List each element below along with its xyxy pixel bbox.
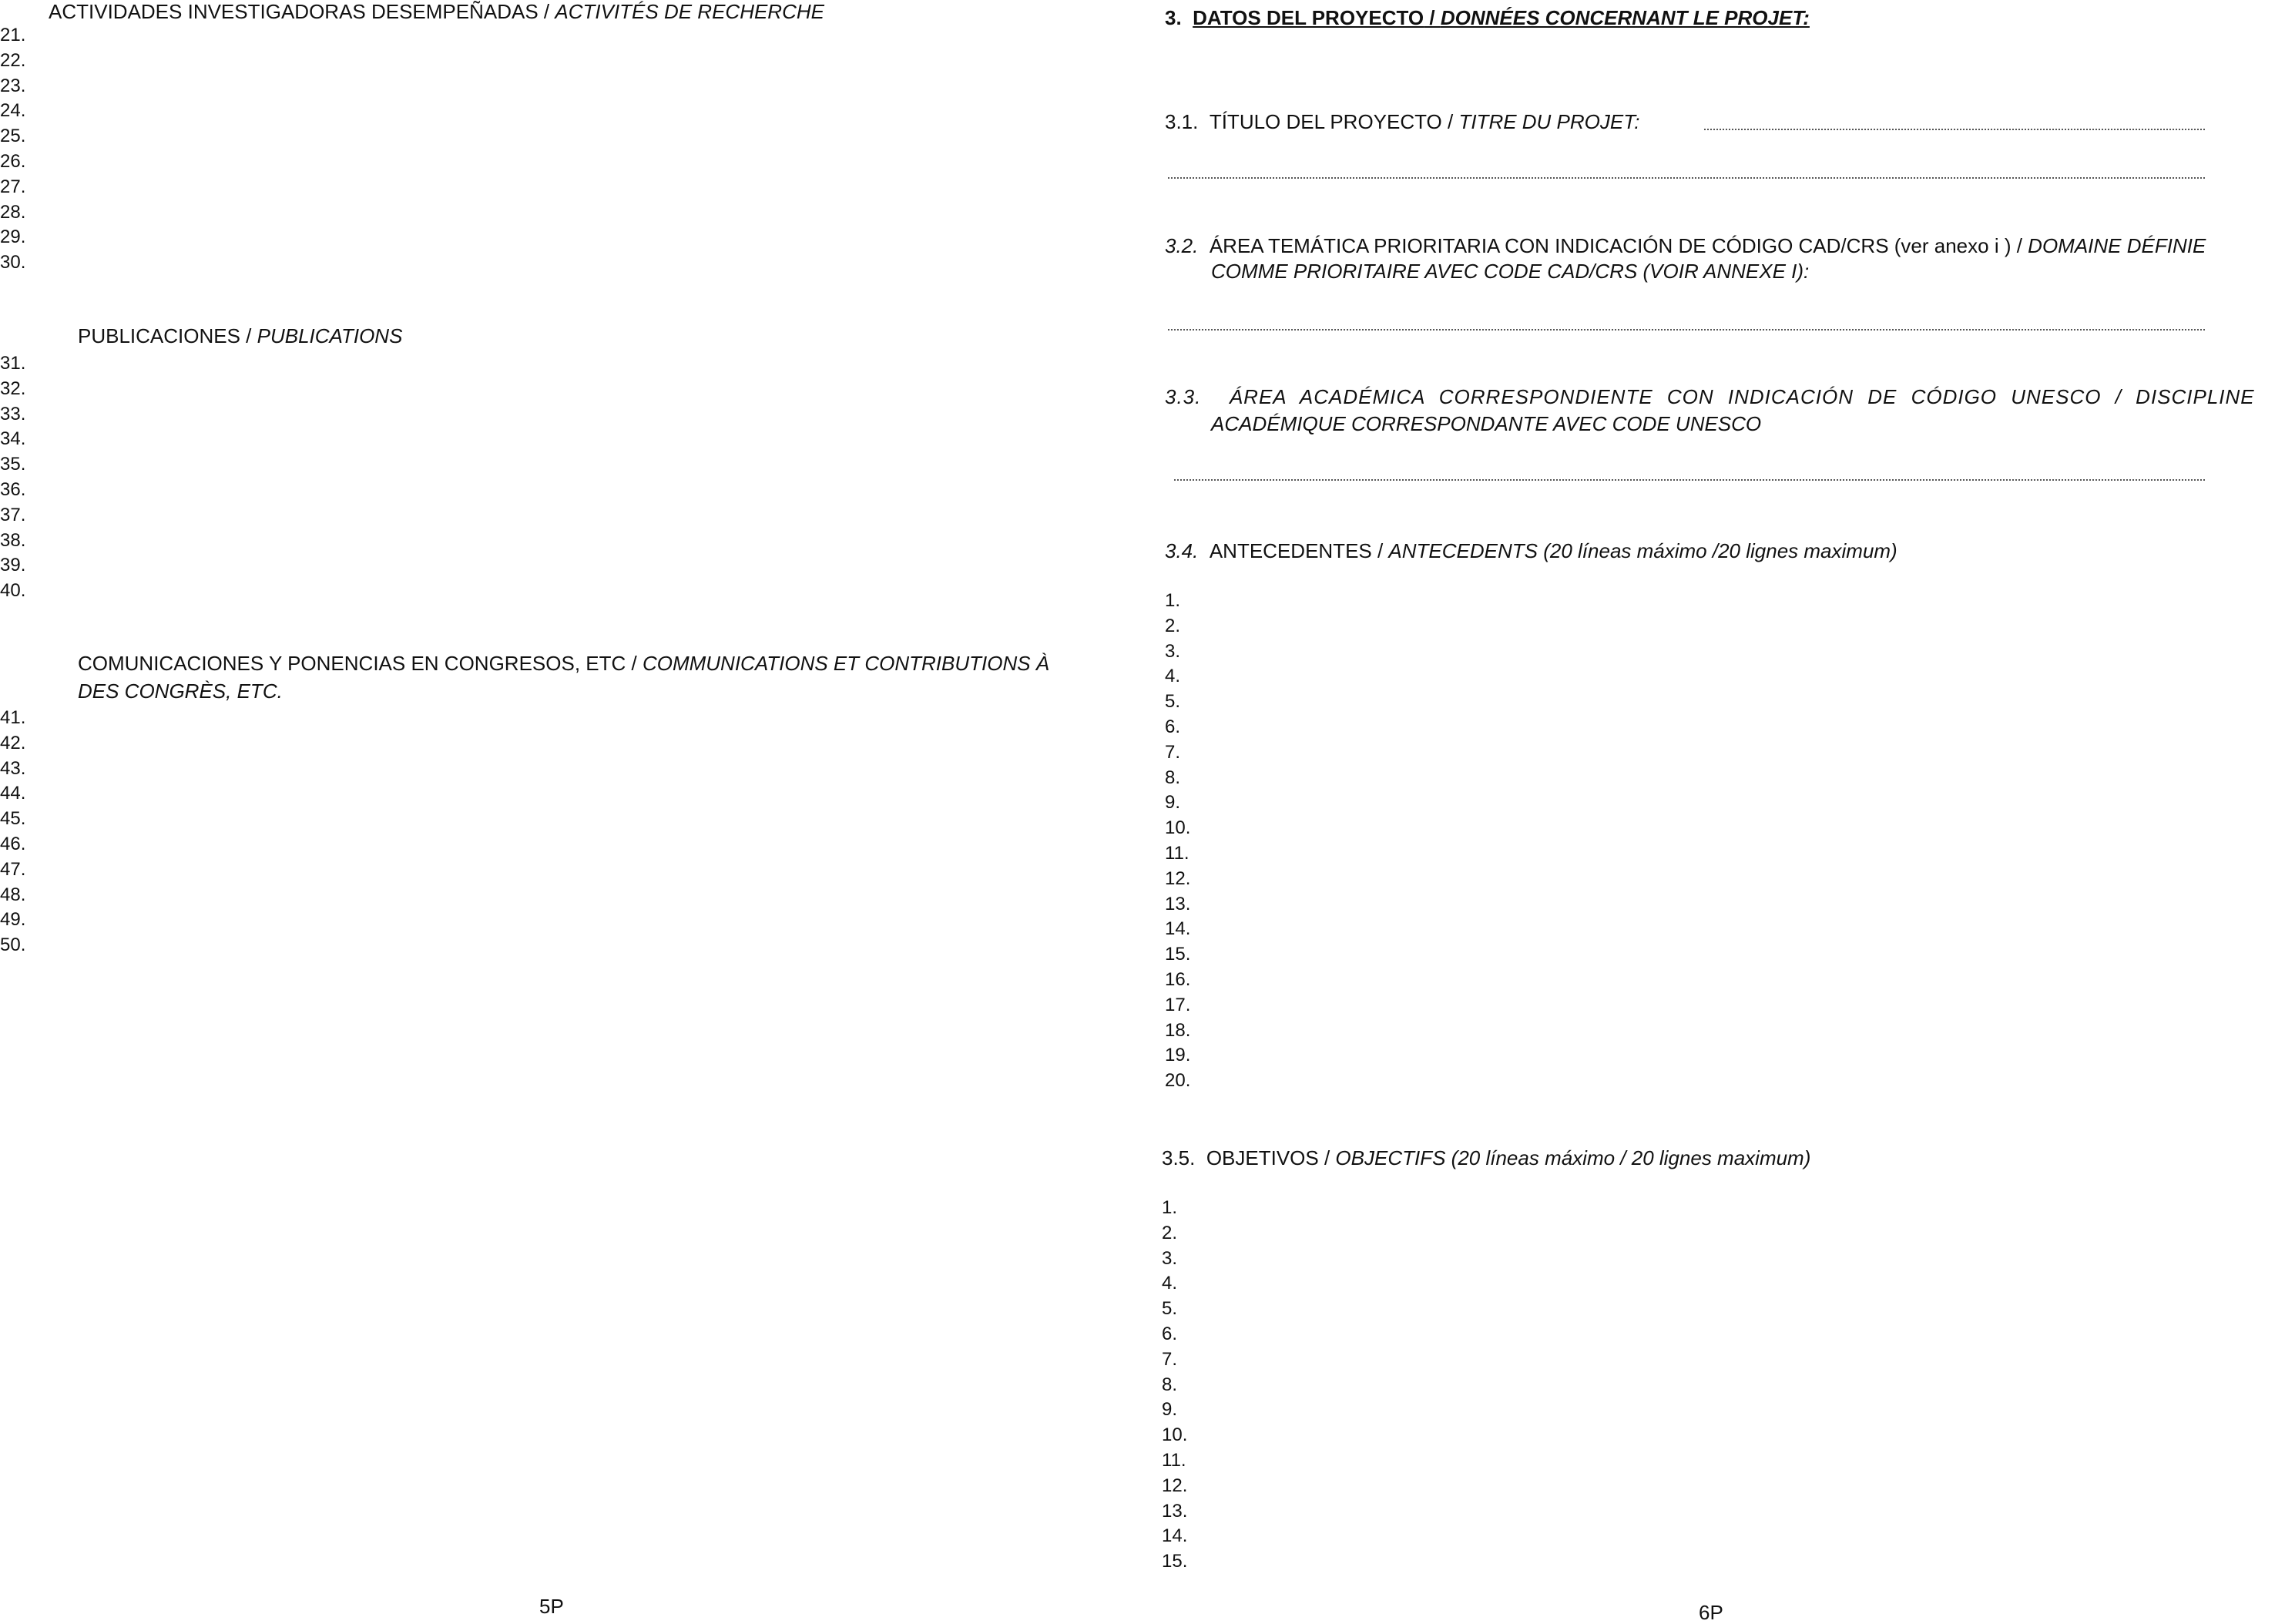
line-number: 28.: [0, 201, 26, 223]
line-number: 35.: [0, 454, 26, 475]
line-number: 15.: [1165, 944, 1191, 965]
line-number: 24.: [0, 100, 26, 122]
section-3-2-label-line2: COMME PRIORITAIRE AVEC CODE CAD/CRS (VOIR ANNEXE I):: [1211, 260, 1810, 283]
line-number: 12.: [1162, 1475, 1188, 1496]
line-number: 33.: [0, 403, 26, 424]
line-number: 14.: [1165, 918, 1191, 940]
line-number: 22.: [0, 49, 26, 71]
line-number: 27.: [0, 176, 26, 197]
line-number: 8.: [1162, 1374, 1178, 1395]
line-number: 30.: [0, 252, 26, 273]
thematic-area-field-line[interactable]: [1168, 329, 2205, 331]
section-3-5-label: 3.5. OBJETIVOS / OBJECTIFS (20 líneas máximo / 20 lignes maximum): [1162, 1146, 1811, 1169]
line-number: 6.: [1162, 1324, 1178, 1344]
line-number: 43.: [0, 757, 26, 779]
line-number: 32.: [0, 377, 26, 399]
line-number: 29.: [0, 226, 26, 248]
section-3-2-label: 3.2. ÁREA TEMÁTICA PRIORITARIA CON INDICACIÓN DE CÓDIGO CAD/CRS (ver anexo i ) / DOMAINE DÉFINIE: [1165, 234, 2206, 257]
title-field-line-2[interactable]: [1168, 177, 2205, 179]
line-number: 34.: [0, 428, 26, 450]
line-number: 1.: [1162, 1197, 1178, 1218]
line-number: 7.: [1162, 1348, 1178, 1370]
section-3-3-label-line2: ACADÉMIQUE CORRESPONDANTE AVEC CODE UNESCO: [1211, 412, 1762, 435]
page-number-right: 6P: [1699, 1601, 1723, 1624]
line-number: 5.: [1165, 691, 1181, 713]
line-number: 21.: [0, 25, 26, 45]
section-3-3-label: 3.3. ÁREA ACADÉMICA CORRESPONDIENTE CON INDICACIÓN DE CÓDIGO UNESCO / DISCIPLINE: [1165, 385, 2255, 408]
communications-heading-line2: DES CONGRÈS, ETC.: [78, 679, 283, 703]
line-number: 19.: [1165, 1045, 1191, 1066]
section-3-4-label: 3.4. ANTECEDENTES / ANTECEDENTS (20 líneas máximo /20 lignes maximum): [1165, 539, 1897, 562]
line-number: 36.: [0, 479, 26, 500]
line-number: 14.: [1162, 1525, 1188, 1547]
line-number: 41.: [0, 707, 26, 728]
line-number: 46.: [0, 834, 26, 854]
line-number: 47.: [0, 858, 26, 880]
section-3-1-label: 3.1. TÍTULO DEL PROYECTO / TITRE DU PROJET:: [1165, 110, 1640, 133]
line-number: 16.: [1165, 969, 1191, 990]
line-number: 13.: [1162, 1500, 1188, 1522]
section-heading: 3. DATOS DEL PROYECTO / DONNÉES CONCERNANT LE PROJET:: [1165, 6, 1810, 29]
line-number: 31.: [0, 353, 26, 374]
line-number: 12.: [1165, 867, 1191, 889]
line-number: 11.: [1165, 843, 1189, 864]
line-number: 9.: [1162, 1399, 1178, 1421]
line-number: 40.: [0, 580, 26, 602]
publications-heading: PUBLICACIONES / PUBLICATIONS: [78, 324, 403, 347]
line-number: 10.: [1162, 1424, 1188, 1446]
line-number: 10.: [1165, 817, 1191, 839]
line-number: 4.: [1165, 666, 1181, 687]
line-number: 13.: [1165, 893, 1191, 914]
line-number: 8.: [1165, 767, 1181, 788]
page-number-left: 5P: [539, 1595, 564, 1618]
line-number: 3.: [1162, 1247, 1178, 1269]
activities-heading: ACTIVIDADES INVESTIGADORAS DESEMPEÑADAS / ACTIVITÉS DE RECHERCHE: [49, 0, 824, 23]
line-number: 1.: [1165, 590, 1181, 611]
line-number: 44.: [0, 783, 26, 804]
line-number: 26.: [0, 151, 26, 172]
line-number: 5.: [1162, 1298, 1178, 1320]
line-number: 25.: [0, 126, 26, 147]
line-number: 20.: [1165, 1070, 1191, 1092]
line-number: 4.: [1162, 1273, 1178, 1294]
line-number: 17.: [1165, 994, 1191, 1015]
line-number: 23.: [0, 75, 26, 96]
line-number: 48.: [0, 884, 26, 905]
line-number: 39.: [0, 555, 26, 576]
line-number: 3.: [1165, 640, 1181, 662]
line-number: 9.: [1165, 792, 1181, 814]
academic-area-field-line[interactable]: [1174, 479, 2205, 481]
line-number: 2.: [1165, 615, 1181, 636]
line-number: 42.: [0, 732, 26, 753]
line-number: 15.: [1162, 1551, 1188, 1572]
line-number: 49.: [0, 909, 26, 931]
line-number: 6.: [1165, 716, 1181, 737]
line-number: 50.: [0, 934, 26, 956]
line-number: 11.: [1162, 1450, 1186, 1471]
communications-heading: COMUNICACIONES Y PONENCIAS EN CONGRESOS, ETC / COMMUNICATIONS ET CONTRIBUTIONS À: [78, 652, 1050, 675]
title-field-line-1[interactable]: [1704, 129, 2205, 130]
line-number: 45.: [0, 808, 26, 830]
line-number: 2.: [1162, 1222, 1178, 1243]
line-number: 18.: [1165, 1019, 1191, 1041]
line-number: 38.: [0, 529, 26, 551]
line-number: 37.: [0, 504, 26, 525]
line-number: 7.: [1165, 741, 1181, 763]
